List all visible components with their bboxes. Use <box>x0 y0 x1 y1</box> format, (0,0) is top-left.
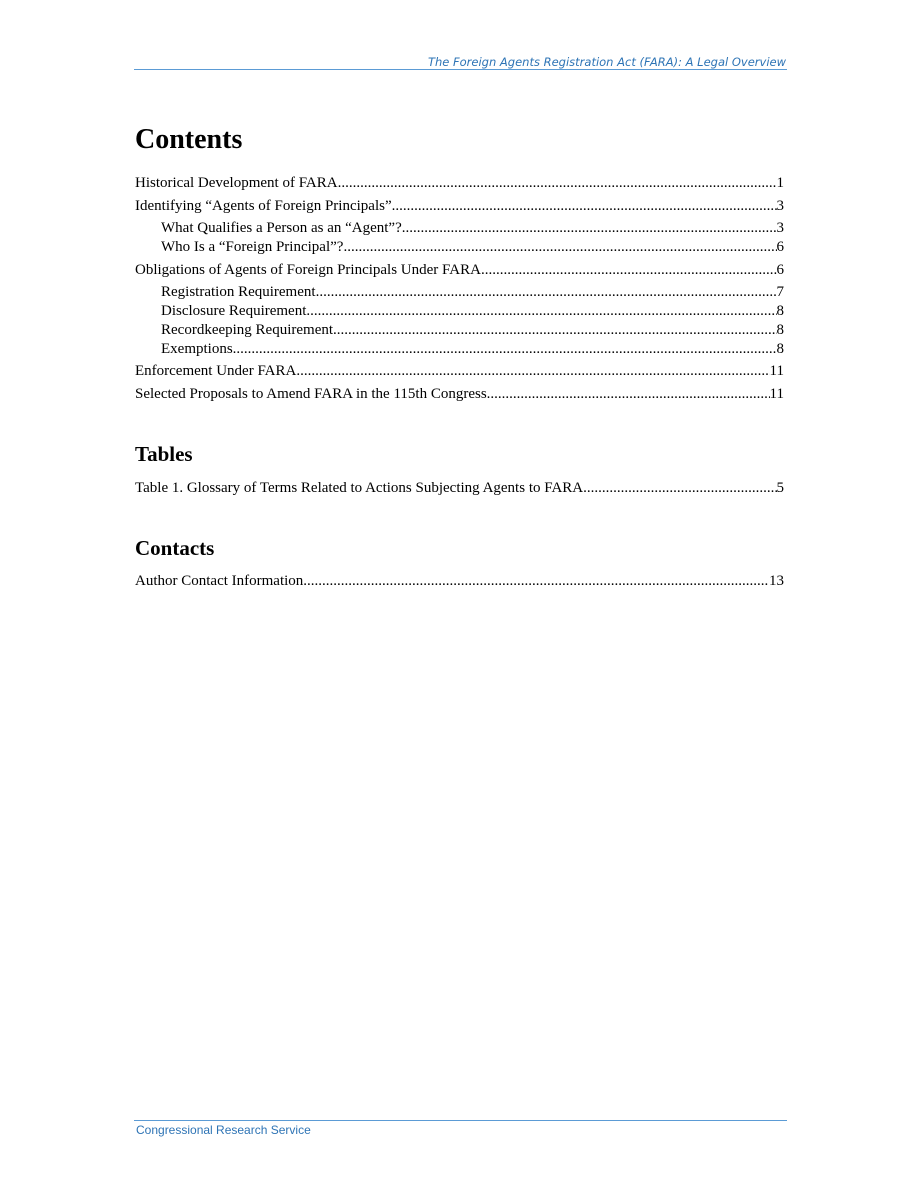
toc-entry-title: Disclosure Requirement <box>161 303 307 319</box>
toc-leader-dots <box>296 362 769 381</box>
contacts-heading: Contacts <box>135 536 215 560</box>
toc-leader-dots <box>333 321 776 340</box>
toc-leader-dots <box>487 385 770 404</box>
toc-subentry[interactable] <box>161 283 784 302</box>
toc-entry-title: Who Is a “Foreign Principal”? <box>161 239 344 255</box>
toc-entry[interactable] <box>135 261 784 280</box>
toc-entry-title: Obligations of Agents of Foreign Principals Under FARA <box>135 262 481 278</box>
toc-entry-page: 1 <box>776 175 784 191</box>
toc-entry-page: 8 <box>776 322 784 338</box>
toc-entry-page: 6 <box>776 262 784 278</box>
toc-entry-page: 11 <box>769 363 784 379</box>
toc-entry-page: 5 <box>776 480 784 496</box>
toc-entry-title: Author Contact Information <box>135 573 304 589</box>
toc-leader-dots <box>402 219 777 238</box>
toc-entry[interactable] <box>135 479 784 498</box>
toc-leader-dots <box>338 174 777 193</box>
toc-entry-title: Selected Proposals to Amend FARA in the 115th Congress <box>135 386 487 402</box>
toc-entry-title: Enforcement Under FARA <box>135 363 297 379</box>
toc-subentry[interactable] <box>161 321 784 340</box>
toc-entry-page: 13 <box>769 573 784 589</box>
toc-entry[interactable] <box>135 174 784 193</box>
toc-subentry[interactable] <box>161 302 784 321</box>
header-divider <box>134 69 787 70</box>
toc-entry-page: 7 <box>776 284 784 300</box>
toc-leader-dots <box>316 283 777 302</box>
toc-entry[interactable] <box>135 362 784 381</box>
toc-entry[interactable] <box>135 197 784 216</box>
toc-entry-title: Registration Requirement <box>161 284 316 300</box>
toc-leader-dots <box>392 197 777 216</box>
toc-entry-title: Historical Development of FARA <box>135 175 338 191</box>
toc-entry-page: 3 <box>776 220 784 236</box>
toc-subentry[interactable] <box>161 238 784 257</box>
toc-entry-page: 3 <box>776 198 784 214</box>
toc-entry-page: 11 <box>769 386 784 402</box>
toc-entry-page: 6 <box>776 239 784 255</box>
toc-entry-title: Exemptions <box>161 341 233 357</box>
toc-entry-title: Identifying “Agents of Foreign Principals” <box>135 198 392 214</box>
toc-subentry[interactable] <box>161 219 784 238</box>
contents-heading: Contents <box>135 124 243 155</box>
footer-divider <box>134 1120 787 1121</box>
toc-leader-dots <box>583 479 776 498</box>
toc-entry[interactable] <box>135 572 784 591</box>
toc-entry-title: What Qualifies a Person as an “Agent”? <box>161 220 402 236</box>
toc-leader-dots <box>303 572 769 591</box>
toc-leader-dots <box>306 302 776 321</box>
toc-entry-title: Table 1. Glossary of Terms Related to Actions Subjecting Agents to FARA <box>135 480 584 496</box>
toc-leader-dots <box>343 238 776 257</box>
toc-entry[interactable] <box>135 385 784 404</box>
running-header-title: The Foreign Agents Registration Act (FARA): A Legal Overview <box>427 55 786 69</box>
toc-entry-page: 8 <box>776 341 784 357</box>
tables-heading: Tables <box>135 442 193 466</box>
toc-entry-page: 8 <box>776 303 784 319</box>
toc-subentry[interactable] <box>161 340 784 359</box>
toc-leader-dots <box>233 340 777 359</box>
toc-leader-dots <box>481 261 777 280</box>
toc-entry-title: Recordkeeping Requirement <box>161 322 334 338</box>
footer-organization: Congressional Research Service <box>136 1123 311 1137</box>
